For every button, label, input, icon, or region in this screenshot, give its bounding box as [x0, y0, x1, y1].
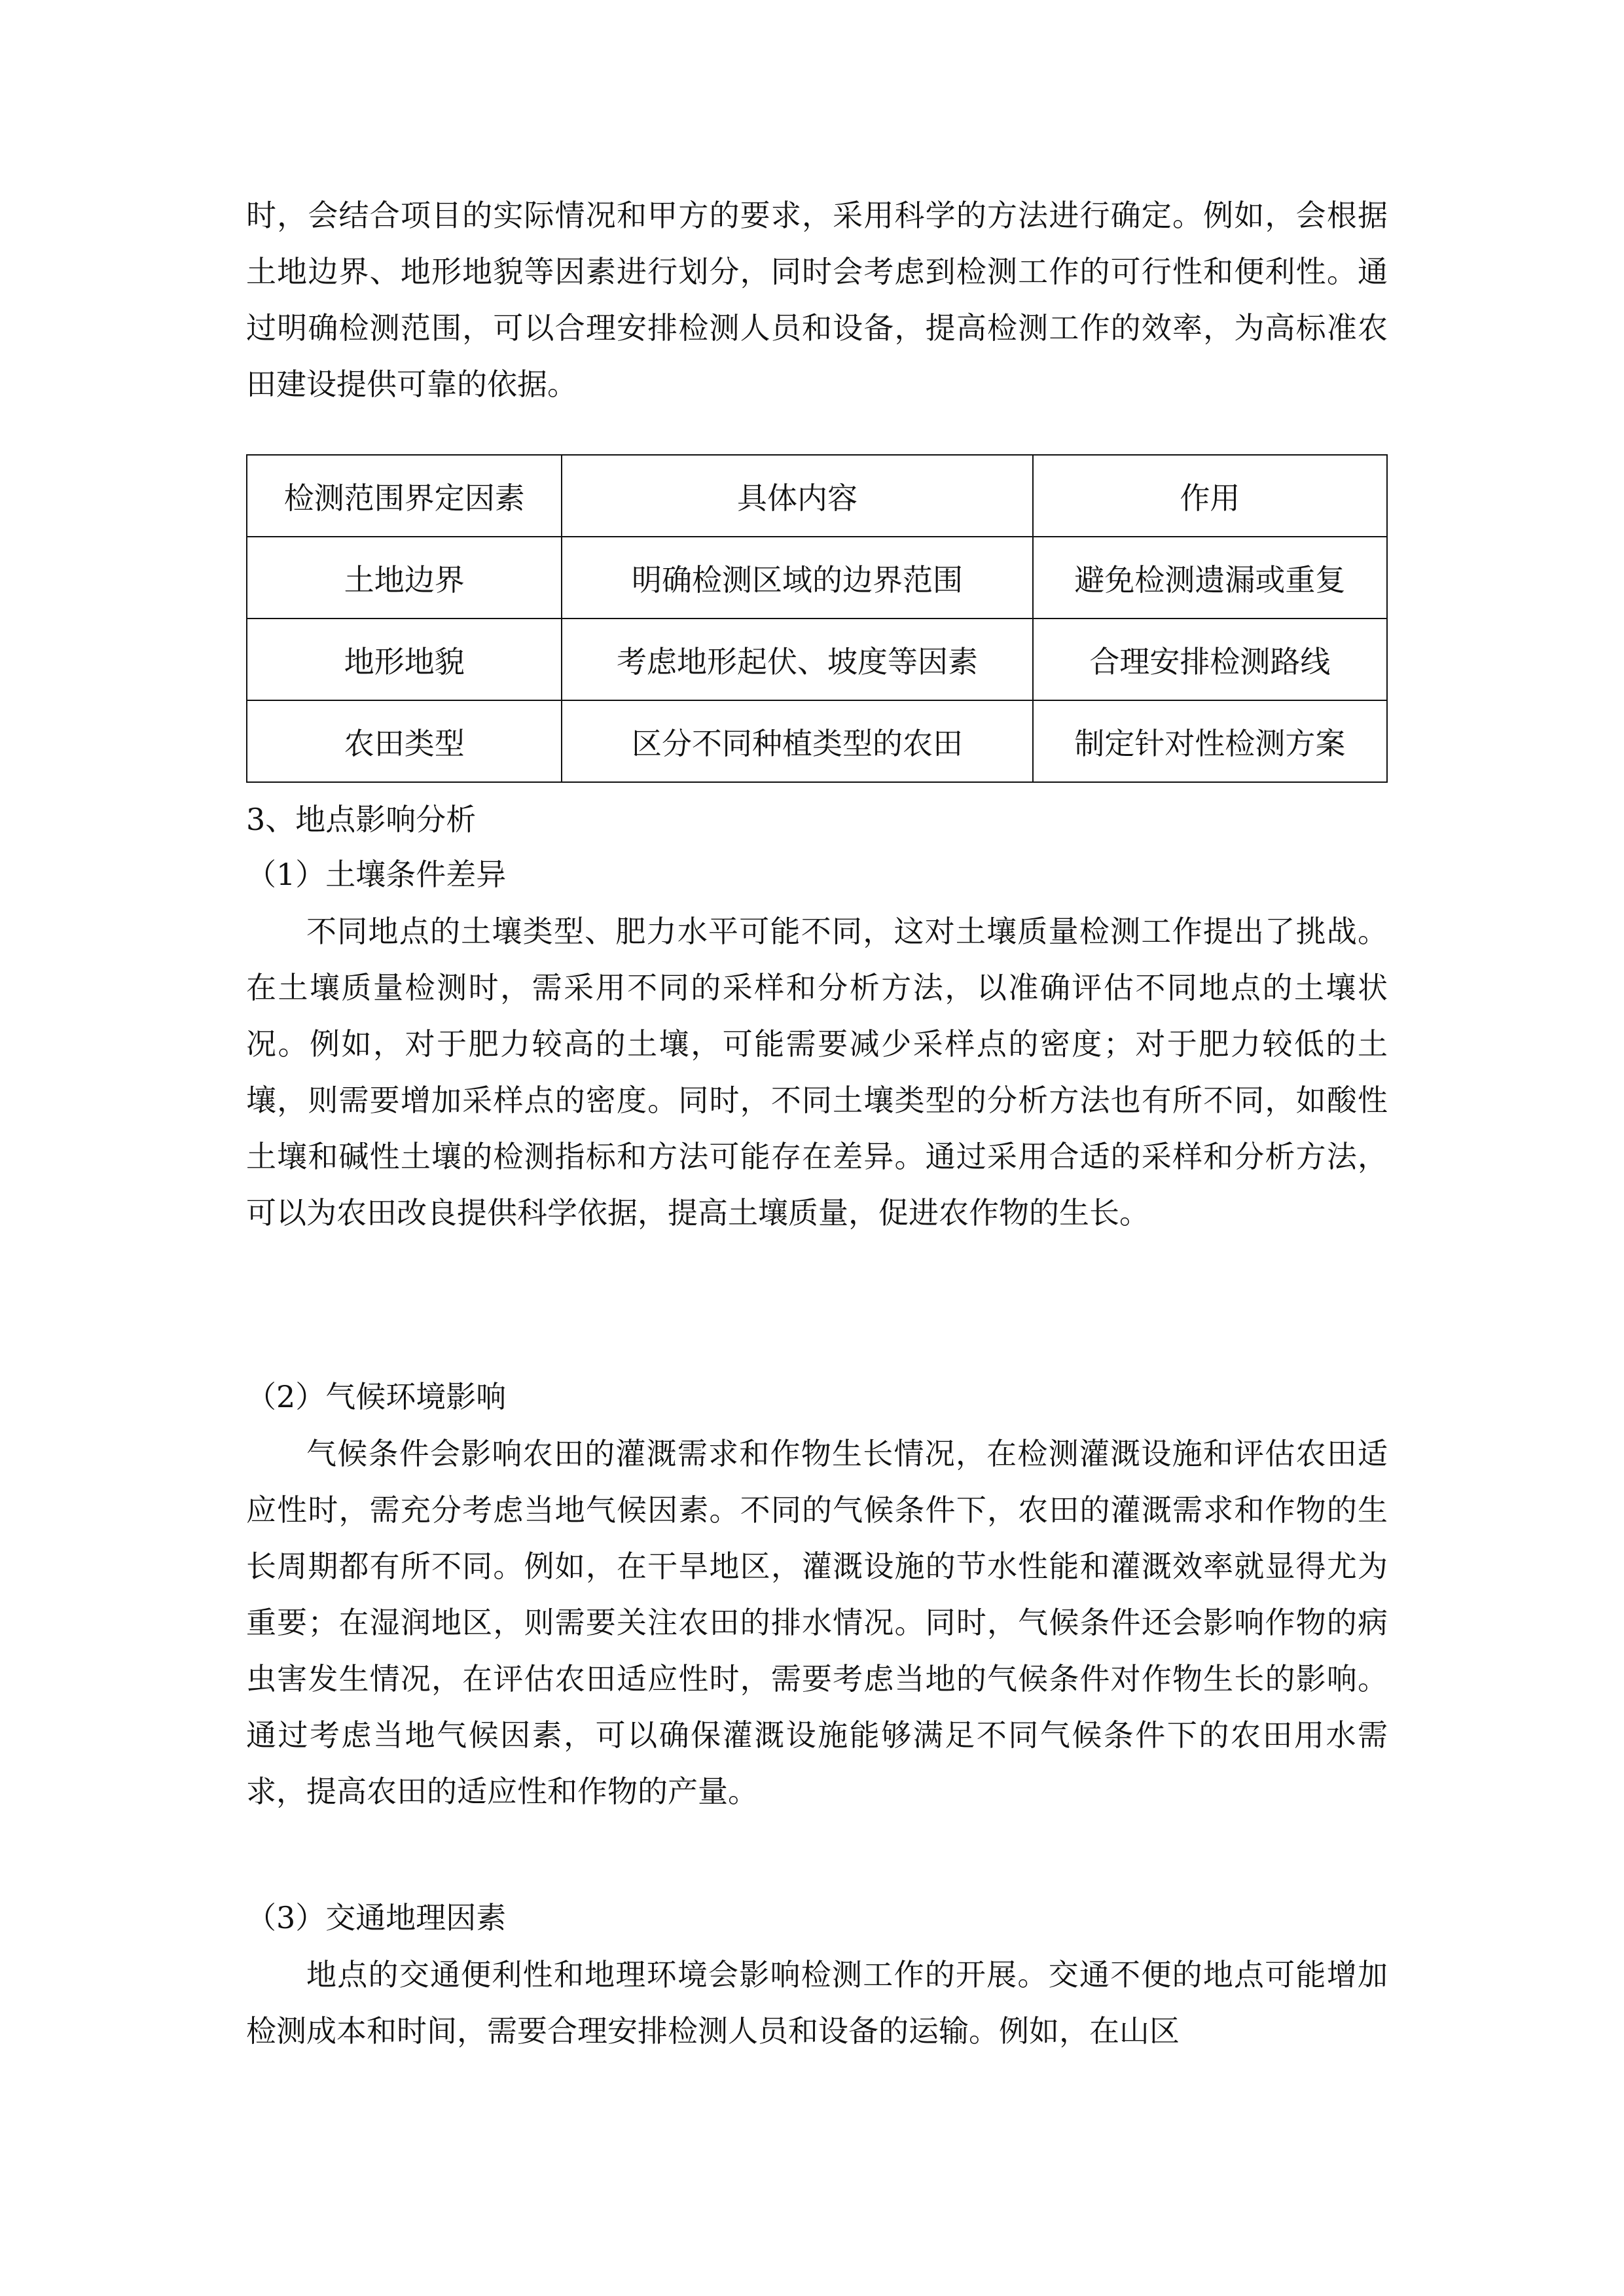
table-cell: 地形地貌	[247, 619, 562, 700]
table-row	[247, 537, 1387, 619]
table-cell: 避免检测遗漏或重复	[1033, 537, 1387, 619]
paragraph-climate: 气候条件会影响农田的灌溉需求和作物生长情况，在检测灌溉设施和评估农田适应性时，需充分考虑当地气候因素。不同的气候条件下，农田的灌溉需求和作物的生长周期都有所不同。例如，在干旱地区，灌溉设施的节水性能和灌溉效率就显得尤为重要；在湿润地区，则需要关注农田的排水情况。同时，气候条件还会影响作物的病虫害发生情况，在评估农田适应性时，需要考虑当地的气候条件对作物生长的影响。通过考虑当地气候因素，可以确保灌溉设施能够满足不同气候条件下的农田用水需求，提高农田的适应性和作物的产量。	[246, 1436, 1388, 1809]
table-cell: 明确检测区域的边界范围	[562, 537, 1032, 619]
table-header-cell: 具体内容	[562, 455, 1032, 537]
table-cell: 农田类型	[247, 700, 562, 782]
paragraph-transport: 地点的交通便利性和地理环境会影响检测工作的开展。交通不便的地点可能增加检测成本和时间，需要合理安排检测人员和设备的运输。例如，在山区	[246, 1957, 1388, 2049]
table-header-row	[247, 455, 1387, 537]
table-cell: 区分不同种植类型的农田	[562, 700, 1032, 782]
table-cell: 土地边界	[247, 537, 562, 619]
scope-factor-table	[246, 454, 1388, 783]
table-row	[247, 619, 1387, 700]
table-header-cell: 作用	[1033, 455, 1387, 537]
table-row	[247, 700, 1387, 782]
paragraph-soil: 不同地点的土壤类型、肥力水平可能不同，这对土壤质量检测工作提出了挑战。在土壤质量检测时，需采用不同的采样和分析方法，以准确评估不同地点的土壤状况。例如，对于肥力较高的土壤，可能需要减少采样点的密度；对于肥力较低的土壤，则需要增加采样点的密度。同时，不同土壤类型的分析方法也有所不同，如酸性土壤和碱性土壤的检测指标和方法可能存在差异。通过采用合适的采样和分析方法，可以为农田改良提供科学依据，提高土壤质量，促进农作物的生长。	[246, 914, 1388, 1230]
subsection-heading-transport: （3）交通地理因素	[246, 1900, 507, 1935]
section-heading: 3、地点影响分析	[246, 802, 477, 837]
table-cell: 合理安排检测路线	[1033, 619, 1387, 700]
table-cell: 考虑地形起伏、坡度等因素	[562, 619, 1032, 700]
subsection-heading-climate: （2）气候环境影响	[246, 1379, 507, 1414]
table-cell: 制定针对性检测方案	[1033, 700, 1387, 782]
table-header-cell: 检测范围界定因素	[247, 455, 562, 537]
subsection-heading-soil: （1）土壤条件差异	[246, 857, 507, 892]
intro-paragraph: 时，会结合项目的实际情况和甲方的要求，采用科学的方法进行确定。例如，会根据土地边界、地形地貌等因素进行划分，同时会考虑到检测工作的可行性和便利性。通过明确检测范围，可以合理安排检测人员和设备，提高检测工作的效率，为高标准农田建设提供可靠的依据。	[246, 198, 1388, 402]
